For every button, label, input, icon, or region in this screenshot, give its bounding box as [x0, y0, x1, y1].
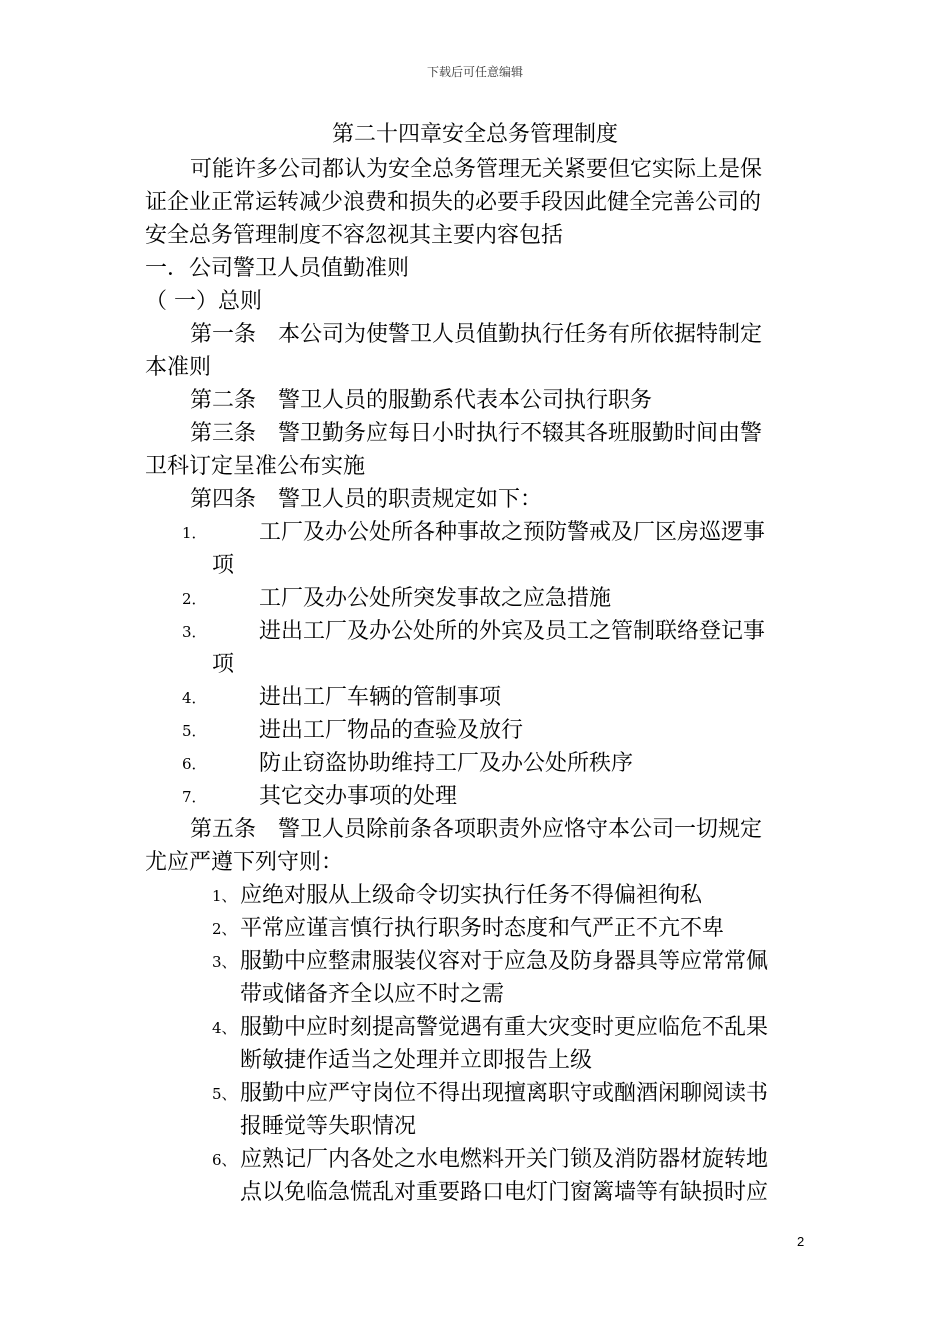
- duty-text: 进出工厂物品的查验及放行: [259, 718, 524, 743]
- duty-number: 1．: [182, 524, 207, 542]
- subsection-heading: （ 一）总则: [145, 289, 262, 314]
- duty-text: 项: [212, 652, 235, 677]
- chapter-title: 第二十四章安全总务管理制度: [331, 122, 618, 147]
- duty-number: 3．: [182, 623, 207, 641]
- rule-text: 服勤中应严守岗位不得出现擅离职守或酗酒闲聊阅读书: [240, 1081, 769, 1106]
- duty-number: 5．: [182, 722, 207, 740]
- rule-text: 报睡觉等失职情况: [240, 1114, 417, 1139]
- duty-text: 防止窃盗协助维持工厂及办公处所秩序: [259, 751, 634, 776]
- duty-text: 进出工厂及办公处所的外宾及员工之管制联络登记事: [259, 619, 766, 644]
- rule-number: 6、: [212, 1151, 237, 1169]
- article-2: 第二条 警卫人员的服勤系代表本公司执行职务: [190, 388, 653, 413]
- article-5-line-2: 尤应严遵下列守则：: [145, 850, 344, 875]
- rule-text: 断敏捷作适当之处理并立即报告上级: [240, 1048, 593, 1073]
- rule-number: 1、: [212, 887, 237, 905]
- duty-number: 4．: [182, 689, 207, 707]
- rule-text: 平常应谨言慎行执行职务时态度和气严正不亢不卑: [240, 916, 725, 941]
- duty-text: 工厂及办公处所各种事故之预防警戒及厂区房巡逻事: [259, 520, 766, 545]
- page-header: 下载后可任意编辑: [426, 65, 523, 79]
- article-4: 第四条 警卫人员的职责规定如下：: [190, 487, 543, 512]
- article-1-line-2: 本准则: [145, 355, 212, 380]
- rule-text: 服勤中应时刻提高警觉遇有重大灾变时更应临危不乱果: [240, 1015, 769, 1040]
- rule-text: 应绝对服从上级命令切实执行任务不得偏袒徇私: [240, 883, 703, 908]
- article-1-line-1: 第一条 本公司为使警卫人员值勤执行任务有所依据特制定: [190, 322, 763, 347]
- article-5-line-1: 第五条 警卫人员除前条各项职责外应恪守本公司一切规定: [190, 817, 763, 842]
- intro-line-1: 可能许多公司都认为安全总务管理无关紧要但它实际上是保: [190, 157, 763, 182]
- duty-number: 6．: [182, 755, 207, 773]
- intro-line-3: 安全总务管理制度不容忽视其主要内容包括: [145, 223, 564, 248]
- duty-text: 项: [212, 553, 235, 578]
- rule-number: 2、: [212, 920, 237, 938]
- rule-text: 带或储备齐全以应不时之需: [240, 982, 505, 1007]
- duty-number: 7．: [182, 788, 207, 806]
- rule-text: 服勤中应整肃服装仪容对于应急及防身器具等应常常佩: [240, 949, 769, 974]
- rule-number: 3、: [212, 953, 237, 971]
- article-3-line-1: 第三条 警卫勤务应每日小时执行不辍其各班服勤时间由警: [190, 421, 763, 446]
- rule-text: 应熟记厂内各处之水电燃料开关门锁及消防器材旋转地: [240, 1147, 769, 1172]
- page-number: 2: [797, 1234, 805, 1249]
- duty-text: 进出工厂车辆的管制事项: [259, 685, 502, 710]
- rule-text: 点以免临急慌乱对重要路口电灯门窗篱墙等有缺损时应: [240, 1180, 769, 1205]
- duty-text: 其它交办事项的处理: [259, 784, 458, 809]
- section-heading: 一．公司警卫人员值勤准则: [145, 256, 410, 281]
- article-3-line-2: 卫科订定呈准公布实施: [145, 454, 366, 479]
- rule-number: 5、: [212, 1085, 237, 1103]
- rule-number: 4、: [212, 1019, 237, 1037]
- duty-text: 工厂及办公处所突发事故之应急措施: [259, 586, 612, 611]
- intro-line-2: 证企业正常运转减少浪费和损失的必要手段因此健全完善公司的: [145, 190, 762, 215]
- duty-number: 2．: [182, 590, 207, 608]
